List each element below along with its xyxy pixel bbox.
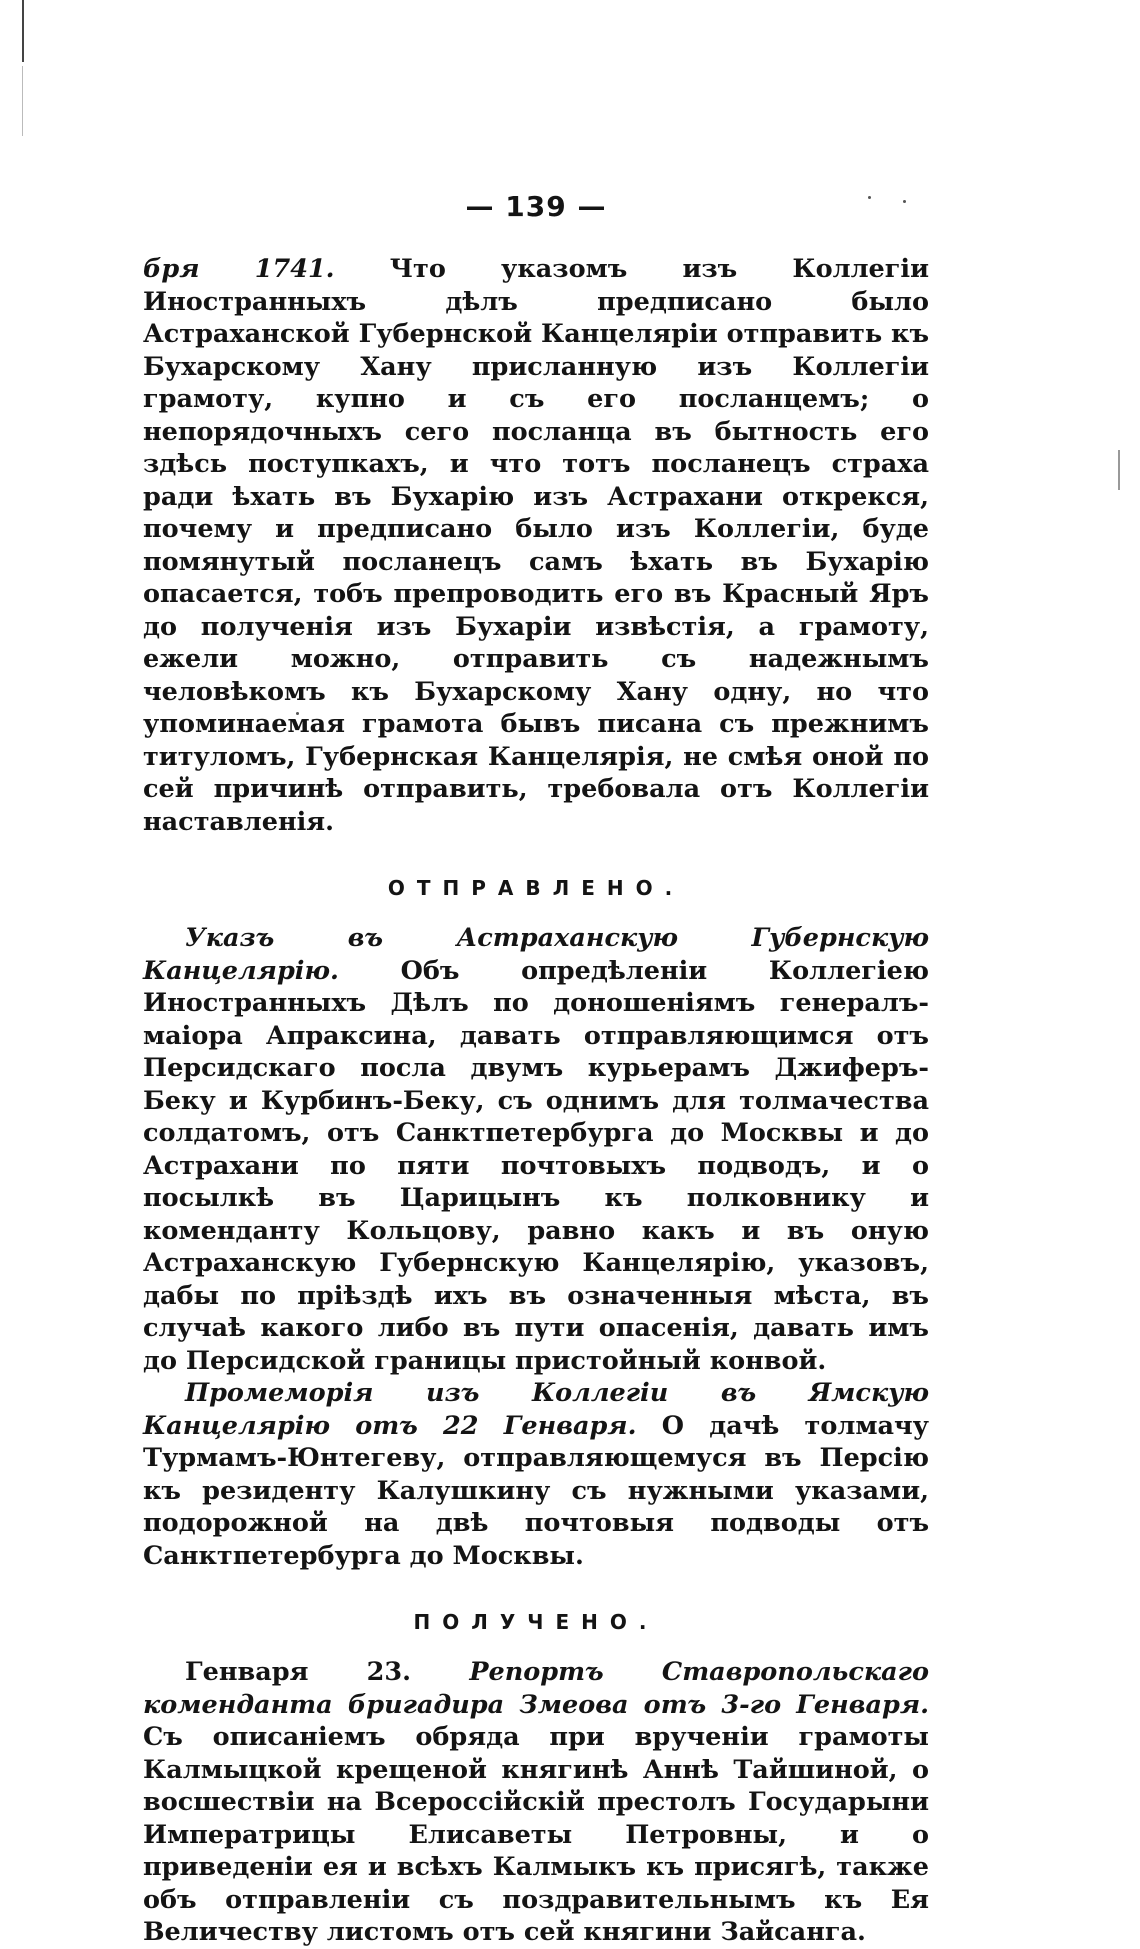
book-page: [143, 190, 929, 1949]
paragraph-body: О дачѣ толмачу Турмамъ-Юнтегеву, отправляющемуся въ Персію къ резиденту Калушкину съ нужными указами, подорожной на двѣ почтовыя подводы отъ Санктпетербурга до Москвы.: [143, 1410, 929, 1571]
paragraph-lead-title: Указъ въ Астраханскую Губернскую Канцелярію.: [143, 923, 929, 986]
section-heading-sent: ОТПРАВЛЕНО.: [387, 876, 685, 900]
scan-edge-mark: [22, 0, 24, 62]
section-heading-received: ПОЛУЧЕНО.: [413, 1610, 659, 1634]
scan-edge-mark: [22, 66, 23, 136]
paragraph-report-continuation: [143, 253, 929, 838]
paragraph-lead-date: Генваря 23.: [185, 1657, 412, 1687]
paragraph-body: Что указомъ изъ Коллегіи Иностранныхъ дѣлъ предписано было Астраханской Губернской Канцеляріи отправить къ Бухарскому Хану присланную изъ Коллегіи грамоту, купно и съ его посланцемъ; о непорядочныхъ сего посланца въ бытность его здѣсь поступкахъ, и что тотъ посланецъ страха ради ѣхать въ Бухарію изъ Астрахани открекся, почему и предписано было изъ Коллегіи, буде помянутый посланецъ самъ ѣхать въ Бухарію опасается, тобъ препроводить его въ Красный Яръ до полученія изъ Бухаріи извѣстія, а грамоту, ежели можно, отправить съ надежнымъ человѣкомъ къ Бухарскому Хану одну, но что упоминаемая грамота бывъ писана съ прежнимъ титуломъ, Губернская Канцелярія, не смѣя оной по сей причинѣ отправить, требовала отъ Коллегіи наставленія.: [143, 254, 929, 837]
paragraph-ukaz: [143, 922, 929, 1377]
paragraph-lead-date: бря 1741.: [143, 254, 335, 284]
paragraph-promemoria: [143, 1377, 929, 1572]
scan-edge-mark: [1118, 450, 1120, 490]
paragraph-body: Съ описаніемъ обряда при врученіи грамоты Калмыцкой крещеной княгинѣ Аннѣ Тайшиной, о восшествіи на Всероссійскій престолъ Государыни Императрицы Елисаветы Петровны, и о приведеніи ея и всѣхъ Калмыкъ къ присягѣ, также объ отправленіи съ поздравительнымъ къ Ея Величеству листомъ отъ сей княгини Зайсанга.: [143, 1722, 929, 1947]
paragraph-lead-title: Репортъ Ставропольскаго коменданта бригадира Змеова отъ 3-го Генваря.: [143, 1657, 929, 1720]
paragraph-body: Объ опредѣленіи Коллегіею Иностранныхъ Дѣлъ по доношеніямъ генералъ-маіора Апраксина, давать отправляющимся отъ Персидскаго посла двумъ курьерамъ Джиферъ-Беку и Курбинъ-Беку, съ однимъ для толмачества солдатомъ, отъ Санктпетербурга до Москвы и до Астрахани по пяти почтовыхъ подводъ, и о посылкѣ въ Царицынъ къ полковнику и коменданту Кольцову, равно какъ и въ оную Астраханскую Губернскую Канцелярію, указовъ, дабы по пріѣздѣ ихъ въ означенныя мѣста, въ случаѣ какого либо въ пути опасенія, давать имъ до Персидской границы пристойный конвой.: [143, 955, 929, 1376]
paragraph-report: [143, 1656, 929, 1949]
paragraph-lead-title: Промеморія изъ Коллегіи въ Ямскую Канцелярію отъ 22 Генваря.: [143, 1378, 929, 1441]
page-number: — 139 —: [465, 190, 607, 223]
